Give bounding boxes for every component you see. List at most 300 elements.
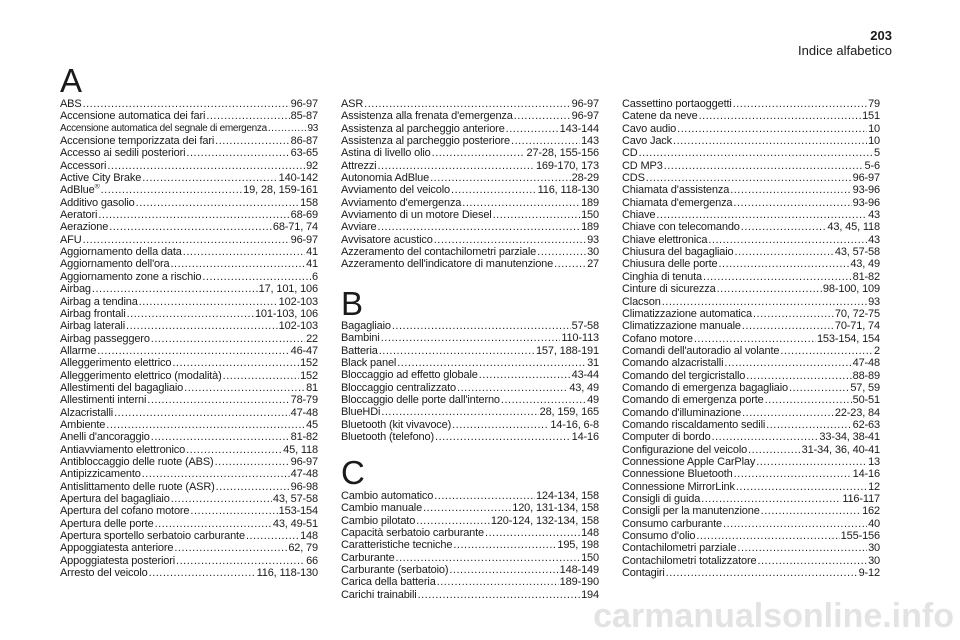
index-entry: [622, 555, 880, 567]
index-entry: [341, 320, 599, 332]
index-entry: [341, 564, 599, 576]
dot-leader: [742, 320, 834, 332]
dot-leader: [379, 345, 535, 357]
index-entry-term: Assistenza al parcheggio anteriore: [341, 122, 505, 135]
dot-leader: [746, 370, 851, 382]
index-entry-term: Accessori: [60, 159, 107, 172]
index-entry: [622, 530, 880, 542]
index-entry-term: ASR: [341, 98, 364, 110]
entries-c-continued: [622, 98, 880, 579]
index-entry-term: Anelli d'ancoraggio: [60, 431, 150, 444]
entries-b: [341, 320, 599, 443]
index-entry-term: Avviamento di un motore Diesel: [341, 209, 492, 222]
index-entry-term: Carica della batteria: [341, 576, 436, 589]
index-entry: [341, 184, 599, 196]
index-entry-pages: 31: [587, 357, 599, 370]
index-entry-term: Bluetooth (telefono): [341, 431, 435, 444]
index-entry-term: Avvisatore acustico: [341, 233, 433, 246]
index-entry: [341, 123, 599, 135]
index-entry-term: Capacità serbatoio carburante: [341, 527, 485, 540]
dot-leader: [432, 147, 526, 159]
index-entry-pages: 28-29: [571, 172, 599, 185]
index-entry-term: Appoggiatesta posteriori: [60, 554, 176, 567]
index-entry: [622, 357, 880, 369]
index-entry-pages: 152: [300, 357, 318, 370]
index-entry: [622, 246, 880, 258]
index-entry: [622, 258, 880, 270]
index-entry-pages: 43: [868, 209, 880, 222]
index-entry-pages: 63-65: [290, 147, 318, 160]
index-entry-term: Connessione Bluetooth: [622, 468, 733, 481]
index-entry-pages: 150: [581, 209, 599, 222]
dot-leader: [101, 184, 243, 196]
dot-leader: [462, 197, 580, 209]
section-letter-c: C: [341, 454, 365, 491]
index-entry: [60, 172, 318, 184]
index-entry-pages: 40: [868, 517, 880, 530]
index-entry-term: Alleggerimento elettrico: [60, 357, 172, 370]
dot-leader: [364, 98, 570, 110]
dot-leader: [712, 431, 819, 443]
index-entry-pages: 31-34, 36, 40-41: [801, 443, 880, 456]
index-entry-term: Additivo gasolio: [60, 196, 135, 209]
dot-leader: [139, 296, 278, 308]
index-entry-term: Contagiri: [622, 567, 665, 580]
index-entry: [622, 320, 880, 332]
index-entry-term: Alleggerimento elettrico (modalità): [60, 369, 222, 382]
dot-leader: [723, 518, 867, 530]
index-entry-pages: 189-190: [559, 576, 599, 589]
index-entry: [341, 406, 599, 418]
index-entry: [622, 123, 880, 135]
index-entry-term: Bloccaggio ad effetto globale: [341, 369, 478, 382]
index-entry-pages: 14-16, 6-8: [550, 418, 599, 431]
dot-leader: [664, 160, 864, 172]
dot-leader: [396, 552, 581, 564]
index-entry: [341, 110, 599, 122]
index-entry-pages: 102-103: [278, 295, 318, 308]
index-entry: [341, 589, 599, 601]
index-entry-pages: 98-100, 109: [822, 283, 880, 296]
index-entry: [622, 382, 880, 394]
index-entry-pages: 22: [306, 332, 318, 345]
index-entry-term: Consumo d'olio: [622, 530, 696, 543]
index-entry-pages: 189: [581, 221, 599, 234]
index-entry-term: Astina di livello olio: [341, 147, 431, 160]
index-entry: [60, 246, 318, 258]
dot-leader: [202, 271, 311, 283]
index-entry-pages: 148-149: [559, 564, 599, 577]
dot-leader: [92, 283, 258, 295]
index-entry-term: Avviare: [341, 221, 377, 234]
index-entry-term: Cambio pilotato: [341, 514, 416, 527]
dot-leader: [184, 382, 305, 394]
index-entry-term: Assistenza al parcheggio posteriore: [341, 135, 511, 148]
index-entry: [341, 369, 599, 381]
index-entry-pages: 151: [862, 110, 880, 123]
dot-leader: [437, 576, 559, 588]
dot-leader: [418, 589, 581, 601]
index-entry-term: BlueHDi: [341, 406, 381, 419]
index-entry: [60, 370, 318, 382]
dot-leader: [696, 530, 839, 542]
dot-leader: [453, 539, 556, 551]
registered-mark: ®: [94, 184, 100, 191]
index-entry-pages: 93-96: [852, 196, 880, 209]
dot-leader: [451, 184, 537, 196]
index-entry-pages: 93: [868, 295, 880, 308]
index-entry: [622, 394, 880, 406]
dot-leader: [434, 234, 586, 246]
index-entry: [622, 209, 880, 221]
index-entry-term: Chiusura delle porte: [622, 258, 718, 271]
index-entry: [60, 110, 318, 122]
index-entry: [622, 197, 880, 209]
index-entry-term: Catene da neve: [622, 110, 698, 123]
index-entry: [341, 552, 599, 564]
index-entry-term: AFU: [60, 233, 82, 246]
dot-leader: [753, 308, 834, 320]
index-entry: [622, 468, 880, 480]
index-entry-term: Allarme: [60, 344, 97, 357]
index-entry-term: Connessione Apple CarPlay: [622, 455, 756, 468]
index-entry-term: Chiave con telecomando: [622, 221, 740, 234]
index-entry-term: Chiamata d'emergenza: [622, 196, 733, 209]
index-entry-pages: 96-97: [852, 172, 880, 185]
index-entry: [622, 493, 880, 505]
index-entry: [60, 184, 318, 196]
dot-leader: [397, 357, 586, 369]
index-entry-term: Contachilometri parziale: [622, 542, 737, 555]
index-entry-pages: 92: [306, 159, 318, 172]
index-entry-pages: 6: [312, 270, 318, 283]
index-entry: [60, 530, 318, 542]
entries-c: [341, 490, 599, 601]
index-entry-pages: 93: [587, 233, 599, 246]
index-entry-term: Airbag frontali: [60, 307, 126, 320]
index-entry-term: Bambini: [341, 332, 380, 345]
index-entry-term: Apertura sportello serbatoio carburante: [60, 530, 245, 543]
index-entry-term: Carichi trainabili: [341, 588, 417, 601]
index-entry-term: Bagagliaio: [341, 320, 391, 332]
index-entry: [622, 172, 880, 184]
index-entry-pages: 189: [581, 196, 599, 209]
index-entry-pages: 93-96: [852, 184, 880, 197]
index-entry-pages: 62, 79: [288, 542, 318, 555]
dot-leader: [151, 431, 290, 443]
index-entry-term: Comando d'illuminazione: [622, 406, 742, 419]
dot-leader: [206, 110, 289, 122]
index-entry: [60, 382, 318, 394]
index-entry: [60, 345, 318, 357]
index-entry-pages: 47-48: [852, 357, 880, 370]
index-entry: [622, 456, 880, 468]
dot-leader: [756, 456, 867, 468]
index-entry-pages: 43, 49: [569, 381, 599, 394]
index-entry-term: Cofano motore: [622, 332, 693, 345]
dot-leader: [435, 431, 571, 443]
dot-leader: [136, 197, 299, 209]
index-entry: [341, 490, 599, 502]
section-letter-a: A: [60, 62, 83, 99]
index-entry-pages: 93: [307, 122, 318, 134]
index-entry-term: CDS: [622, 172, 645, 185]
dot-leader: [703, 271, 852, 283]
index-entry-pages: 27: [587, 258, 599, 271]
dot-leader: [423, 502, 511, 514]
index-entry-pages: 158: [300, 196, 318, 209]
index-entry: [622, 234, 880, 246]
dot-leader: [416, 515, 490, 527]
index-entry-term: Black panel: [341, 357, 397, 370]
index-entry: [341, 221, 599, 233]
dot-leader: [733, 197, 851, 209]
dot-leader: [381, 406, 538, 418]
index-entry: [60, 505, 318, 517]
index-entry: [622, 518, 880, 530]
index-entry: [341, 258, 599, 270]
dot-leader: [216, 481, 290, 493]
index-entry-term: Cassettino portaoggetti: [622, 98, 732, 110]
dot-leader: [673, 135, 867, 147]
dot-leader: [377, 160, 534, 172]
index-entry-term: Arresto del veicolo: [60, 567, 148, 580]
index-entry-pages: 124-134, 158: [535, 490, 599, 502]
index-entry-term: Bloccaggio centralizzato: [341, 381, 457, 394]
index-entry-pages: 68-69: [290, 209, 318, 222]
index-entry-pages: 41: [306, 246, 318, 259]
dot-leader: [186, 147, 289, 159]
index-entry-pages: 81: [306, 381, 318, 394]
index-entry-pages: 41: [306, 258, 318, 271]
index-entry: [60, 271, 318, 283]
dot-leader: [554, 258, 586, 270]
dot-leader: [765, 394, 852, 406]
dot-leader: [176, 555, 305, 567]
index-entry-pages: 110-113: [561, 332, 599, 345]
dot-leader: [717, 283, 822, 295]
index-entry-pages: 96-97: [290, 98, 318, 110]
dot-leader: [126, 320, 278, 332]
index-entry: [341, 345, 599, 357]
index-entry-term: Aeratori: [60, 209, 98, 222]
dot-leader: [171, 493, 272, 505]
dot-leader: [537, 246, 586, 258]
index-entry-pages: 14-16: [852, 468, 880, 481]
index-entry-pages: 85-87: [290, 110, 318, 123]
index-entry: [622, 481, 880, 493]
index-entry-pages: 96-97: [571, 110, 599, 123]
dot-leader: [511, 135, 580, 147]
dot-leader: [127, 308, 254, 320]
index-entry: [60, 197, 318, 209]
index-entry-term: Accensione temporizzata dei fari: [60, 135, 215, 148]
index-entry-pages: 143-144: [559, 122, 599, 135]
index-entry-pages: 13: [868, 455, 880, 468]
dot-leader: [506, 123, 559, 135]
index-entry-term: Airbag: [60, 283, 91, 296]
index-entry: [60, 542, 318, 554]
index-entry: [60, 308, 318, 320]
index-entry-pages: 96-97: [571, 98, 599, 110]
index-entry: [341, 419, 599, 431]
index-entry-term: Cinture di sicurezza: [622, 283, 716, 296]
index-entry: [341, 515, 599, 527]
index-entry-term: Active City Brake: [60, 172, 142, 185]
dot-leader: [149, 567, 256, 579]
dot-leader: [381, 332, 561, 344]
index-entry: [60, 518, 318, 530]
index-entry: [60, 419, 318, 431]
index-entry: [622, 296, 880, 308]
dot-leader: [730, 184, 851, 196]
index-entry-pages: 62-63: [852, 418, 880, 431]
index-entry: [60, 209, 318, 221]
index-entry-term: Airbag a tendina: [60, 295, 138, 308]
dot-leader: [780, 345, 873, 357]
index-entry: [622, 308, 880, 320]
index-entry-term: Connessione MirrorLink: [622, 480, 735, 493]
index-entry-term: Apertura delle porte: [60, 517, 154, 530]
index-entry-pages: 102-103: [278, 320, 318, 333]
dot-leader: [215, 135, 289, 147]
dot-leader: [215, 456, 290, 468]
index-entry-term: ABS: [60, 98, 82, 110]
dot-leader: [172, 357, 299, 369]
dot-leader: [789, 382, 849, 394]
index-entry-pages: 116, 118-130: [537, 184, 599, 197]
index-entry: [622, 184, 880, 196]
index-entry-pages: 2: [874, 344, 880, 357]
index-entry-pages: 43, 57-58: [834, 246, 880, 259]
index-entry: [60, 481, 318, 493]
dot-leader: [114, 407, 290, 419]
index-entry-term: Allestimenti interni: [60, 394, 147, 407]
index-entry-term: Carburante (serbatoio): [341, 564, 449, 577]
index-entry: [622, 221, 880, 233]
dot-leader: [733, 98, 867, 110]
index-entry-pages: 96-97: [290, 233, 318, 246]
index-entry: [341, 332, 599, 344]
index-entry-pages: 43: [868, 233, 880, 246]
index-entry-pages: 43, 57-58: [272, 493, 318, 505]
index-entry-term: Accesso ai sedili posteriori: [60, 147, 186, 160]
index-entry-term: Consumo carburante: [622, 517, 723, 530]
index-entry: [60, 160, 318, 172]
dot-leader: [736, 481, 867, 493]
index-entry-pages: 28, 159, 165: [539, 406, 599, 419]
index-entry-pages: 78-79: [290, 394, 318, 407]
index-entry: [622, 444, 880, 456]
dot-leader: [724, 357, 851, 369]
index-entry-term: Bloccaggio delle porte dall'interno: [341, 394, 500, 407]
index-entry: [341, 246, 599, 258]
index-entry-pages: 30: [868, 542, 880, 555]
index-entry-term: Comandi dell'autoradio al volante: [622, 344, 780, 357]
index-entry-term: Antibloccaggio delle ruote (ABS): [60, 455, 214, 468]
index-entry: [341, 160, 599, 172]
dot-leader: [479, 369, 571, 381]
dot-leader: [737, 542, 867, 554]
index-entry: [60, 444, 318, 456]
dot-leader: [430, 172, 571, 184]
index-entry: [622, 160, 880, 172]
index-entry-pages: 49: [587, 394, 599, 407]
index-entry-pages: 47-48: [290, 406, 318, 419]
dot-leader: [742, 407, 834, 419]
index-entry: [622, 271, 880, 283]
index-entry-term: Consigli per la manutenzione: [622, 505, 760, 518]
index-entry-term: Avviamento del veicolo: [341, 184, 451, 197]
index-entry-pages: 157, 188-191: [535, 344, 599, 357]
index-entry: [341, 197, 599, 209]
index-entry: [60, 456, 318, 468]
index-entry-term: Contachilometri totalizzatore: [622, 554, 757, 567]
index-entry: [60, 258, 318, 270]
index-entry-pages: 96-98: [290, 480, 318, 493]
index-entry-pages: 194: [581, 588, 599, 601]
index-entry-pages: 96-97: [290, 455, 318, 468]
index-entry-pages: 5-6: [864, 159, 880, 172]
index-entry-term: Comando del tergicristallo: [622, 369, 746, 382]
index-entry-term: Cavo audio: [622, 122, 677, 135]
index-entry-pages: 81-82: [290, 431, 318, 444]
dot-leader: [83, 234, 290, 246]
index-entry-term: Antiavviamento elettronico: [60, 443, 186, 456]
index-entry-pages: 70-71, 74: [834, 320, 880, 333]
index-entry-pages: 195, 198: [557, 539, 599, 552]
index-entry-pages: 66: [306, 554, 318, 567]
page-title: Indice alfabetico: [798, 43, 892, 58]
index-entry: [60, 135, 318, 147]
index-entry-term: Comando di emergenza bagagliaio: [622, 381, 788, 394]
index-entry-term: Bluetooth (kit vivavoce): [341, 418, 452, 431]
index-entry-pages: 43-44: [571, 369, 599, 382]
dot-leader: [757, 555, 867, 567]
dot-leader: [748, 444, 801, 456]
index-entry: [341, 98, 599, 110]
dot-leader: [718, 258, 849, 270]
dot-leader: [377, 221, 580, 233]
index-entry-pages: 14-16: [571, 431, 599, 444]
dot-leader: [107, 160, 305, 172]
index-entry-term: Cambio automatico: [341, 490, 434, 502]
index-entry-pages: 43, 49-51: [272, 517, 318, 530]
index-entry-term: Climatizzazione automatica: [622, 307, 752, 320]
index-entry: [622, 542, 880, 554]
index-entry: [622, 431, 880, 443]
index-entry: [622, 110, 880, 122]
index-entry-term: Antipizzicamento: [60, 468, 141, 481]
index-entry-pages: 45, 118: [283, 443, 318, 456]
index-entry-pages: 120, 131-134, 158: [512, 502, 599, 515]
index-entry: [622, 147, 880, 159]
index-entry-term: Airbag passeggero: [60, 332, 150, 345]
index-entry-term: Appoggiatesta anteriore: [60, 542, 174, 555]
dot-leader: [646, 172, 852, 184]
index-entry-pages: 5: [874, 147, 880, 160]
index-entry-term: Avviamento d'emergenza: [341, 196, 462, 209]
index-entry-pages: 116, 118-130: [256, 567, 318, 580]
index-entry: [341, 357, 599, 369]
index-entry: [341, 172, 599, 184]
index-entry-term: Cambio manuale: [341, 502, 423, 515]
index-entry-pages: 155-156: [840, 530, 880, 543]
index-entry-pages: 9-12: [858, 567, 880, 580]
index-entry-pages: 46-47: [290, 344, 318, 357]
dot-leader: [183, 246, 305, 258]
index-entry-term: Allestimenti del bagagliaio: [60, 381, 184, 394]
